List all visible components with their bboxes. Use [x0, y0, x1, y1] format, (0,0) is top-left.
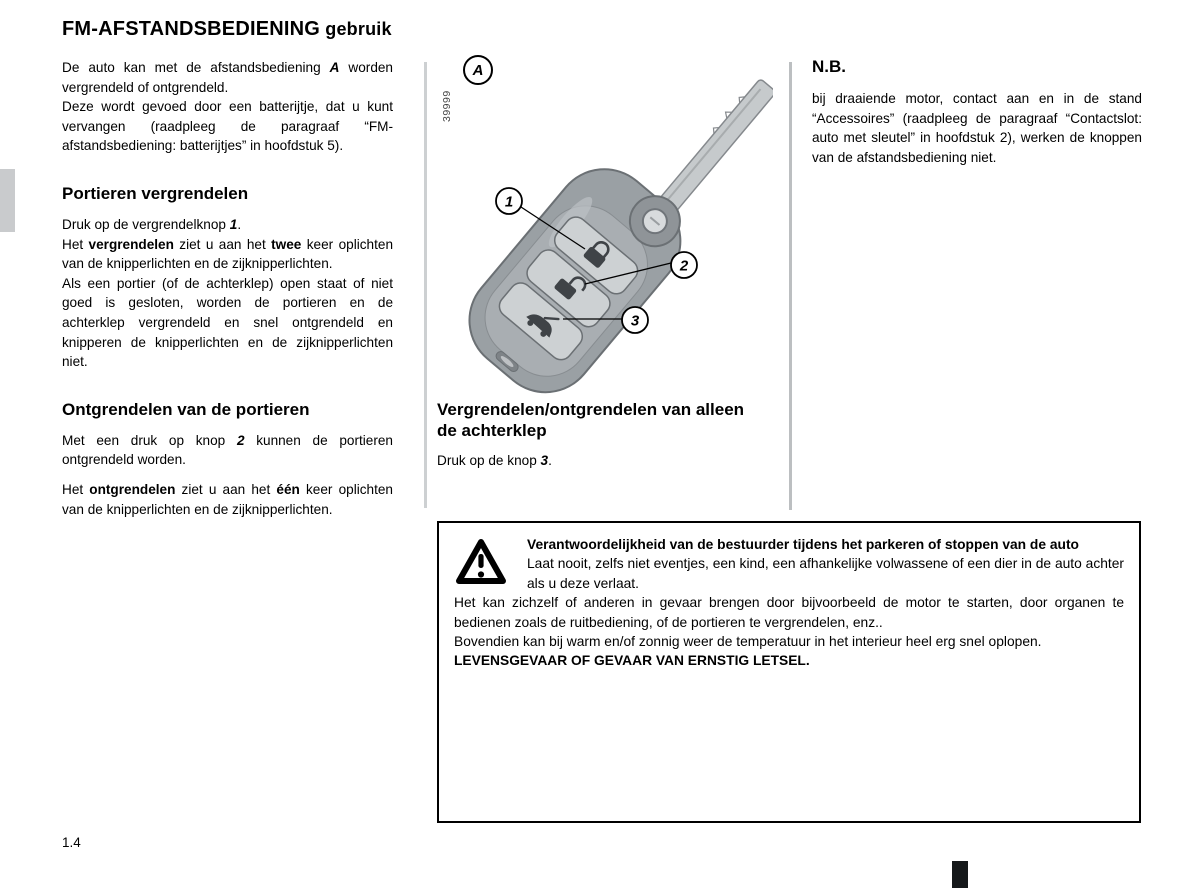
heading-tailgate: Vergrendelen/ontgrendelen van alleen de achterklep [437, 400, 745, 440]
column-divider-left [424, 62, 427, 508]
column-divider-right [789, 62, 792, 510]
warning-triangle-icon [454, 535, 510, 593]
warning-box [437, 521, 1141, 823]
left-column [62, 58, 393, 519]
paragraph-door-open-warning: Als een portier (of de achterklep) open staat of niet goed is gesloten, worden de portieren en de achterklep vergrendeld en snel ontgrendeld en knipperen de knipperlichten en de zijknipperlichten niet. [62, 275, 393, 370]
page-title [62, 18, 392, 41]
paragraph-press-lock-button: Druk op de vergrendelknop 1. [62, 216, 242, 232]
warning-paragraph-1: Laat nooit, zelfs niet eventjes, een kind, een afhankelijke volwassene of een dier in de auto achter als u deze verlaat. [527, 556, 1124, 591]
callout-2 [671, 252, 697, 278]
key-fob-svg [433, 56, 773, 406]
button-ref-1: 1 [229, 216, 238, 232]
page-title-suffix: gebruik [320, 19, 392, 39]
heading-unlock-doors: Ontgrendelen van de portieren [62, 399, 310, 419]
paragraph-battery: Deze wordt gevoed door een batterijtje, dat u kunt vervangen (raadpleeg de paragraaf “FM-afstandsbediening: batterijtjes” in hoofdstuk 5). [62, 99, 393, 154]
heading-nb: N.B. [812, 57, 846, 76]
callout-3 [622, 307, 648, 333]
svg-text:3: 3 [630, 312, 640, 330]
svg-text:2: 2 [679, 257, 689, 275]
figure-code: 39999 [441, 90, 453, 122]
button-ref-2: 2 [236, 432, 245, 448]
page-edge-marker [952, 861, 968, 888]
warning-danger-line: LEVENSGEVAAR OF GEVAAR VAN ERNSTIG LETSEL. [454, 653, 810, 669]
button-ref-3: 3 [540, 453, 549, 468]
middle-column [437, 399, 759, 471]
callout-1 [496, 188, 522, 214]
right-column [812, 56, 1142, 167]
warning-header-text [527, 535, 1124, 593]
page-number: 1.4 [62, 835, 81, 850]
figure-label-a: A [463, 55, 493, 85]
paragraph-nb: bij draaiende motor, contact aan en in de stand “Accessoires” (raadpleeg de paragraaf “Contactslot: auto met sleutel” in hoofdstuk 2), werken de knoppen van de afstandsbediening niet. [812, 91, 1142, 165]
paragraph-remote-intro: De auto kan met de afstandsbediening A worden vergrendeld of ontgrendeld. [62, 60, 393, 95]
warning-paragraph-3: Bovendien kan bij warm en/of zonnig weer de temperatuur in het interieur heel erg snel oplopen. [454, 634, 1042, 650]
paragraph-unlock-indicators: Het ontgrendelen ziet u aan het één keer oplichten van de knipperlichten en de zijknipperlichten. [62, 481, 393, 517]
svg-text:1: 1 [504, 193, 514, 211]
key-ref-a: A [329, 60, 340, 75]
paragraph-press-trunk-button: Druk op de knop 3. [437, 453, 552, 468]
page-title-main: FM-AFSTANDSBEDIENING [62, 18, 321, 40]
warning-header [454, 535, 1124, 593]
paragraph-press-unlock-button: Met een druk op knop 2 kunnen de portieren ontgrendeld worden. [62, 432, 393, 468]
heading-lock-doors: Portieren vergrendelen [62, 183, 249, 203]
warning-paragraph-2: Het kan zichzelf of anderen in gevaar brengen door bijvoorbeeld de motor te starten, door organen te bedienen zoals de ruitbediening, of de portieren te vergrendelen, enz.. [454, 595, 1124, 630]
warning-title: Verantwoordelijkheid van de bestuurder tijdens het parkeren of stoppen van de auto [527, 537, 1079, 552]
paragraph-lock-indicators: Het vergrendelen ziet u aan het twee keer oplichten van de knipperlichten en de zijknipperlichten. [62, 236, 393, 272]
chapter-side-tab [0, 169, 15, 232]
key-fob-illustration [433, 56, 773, 406]
